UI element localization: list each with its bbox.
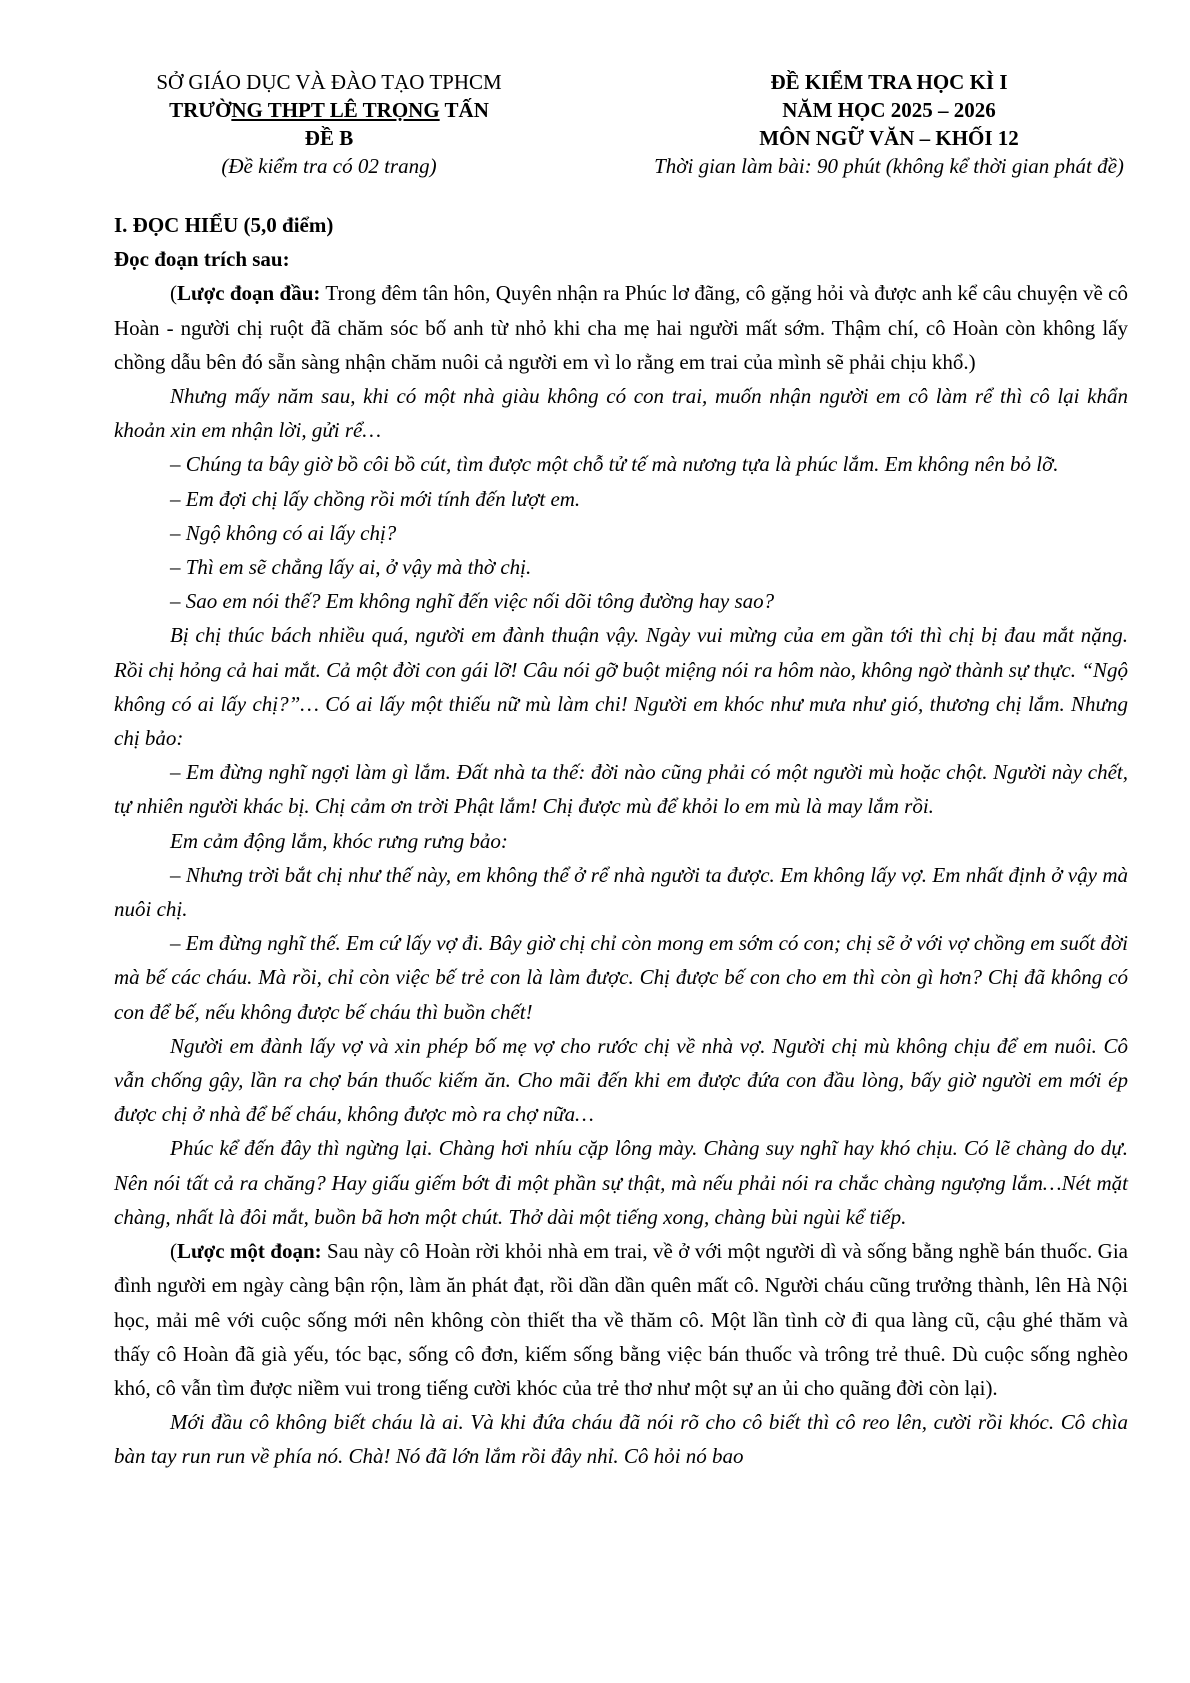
- passage-dialogue: – Em đợi chị lấy chồng rồi mới tính đến lượt em.: [170, 486, 581, 511]
- passage-paragraph: Người em đành lấy vợ và xin phép bố mẹ vợ cho rước chị về nhà vợ. Người chị mù không chịu để em nuôi. Cô vẫn chống gậy, lần ra chợ bán thuốc kiếm ăn. Cho mãi đến khi em được đứa con đầu lòng, bấy giờ người em mới ép được chị ở nhà để bế cháu, không được mò ra chợ nữa…: [114, 1033, 1128, 1127]
- passage-paragraph: Em cảm động lắm, khóc rưng rưng bảo:: [170, 828, 508, 853]
- passage-paragraph: Phúc kể đến đây thì ngừng lại. Chàng hơi nhíu cặp lông mày. Chàng suy nghĩ hay khó chịu. Có lẽ chàng do dự. Nên nói tất cả ra chăng? Hay giấu giếm bớt đi một phần sự thật, mà nếu phải nói ra chắc chàng ngượng lắm…Nét mặt chàng, nhất là đôi mắt, buồn bã hơn một chút. Thở dài một tiếng xong, chàng bùi ngùi kể tiếp.: [114, 1136, 1128, 1229]
- passage-dialogue: – Nhưng trời bắt chị như thế này, em không thể ở rể nhà người ta được. Em không lấy vợ. Em nhất định ở vậy mà nuôi chị.: [114, 862, 1128, 922]
- summary-label: Lược một đoạn:: [177, 1239, 322, 1264]
- passage-dialogue: – Thì em sẽ chẳng lấy ai, ở vậy mà thờ chị.: [170, 555, 532, 580]
- section-instruction: Đọc đoạn trích sau:: [114, 247, 290, 272]
- passage-dialogue: – Em đừng nghĩ ngợi làm gì lắm. Đất nhà ta thế: đời nào cũng phải có một người mù hoặc chột. Người này chết, tự nhiên người khác bị. Chị cảm ơn trời Phật lắm! Chị được mù để khỏi lo em mù là may lắm rồi.: [114, 760, 1128, 819]
- exam-code: ĐỀ B: [304, 126, 354, 150]
- section-title: I. ĐỌC HIỂU (5,0 điểm): [114, 213, 334, 237]
- passage-dialogue: – Ngộ không có ai lấy chị?: [170, 520, 397, 545]
- summary-label: Lược đoạn đầu:: [177, 281, 321, 306]
- time-limit-note: Thời gian làm bài: 90 phút (không kể thời gian phát đề): [654, 154, 1124, 178]
- exam-title: ĐỀ KIỂM TRA HỌC KÌ I: [770, 70, 1008, 94]
- passage-summary-opening: [114, 276, 1128, 379]
- page-count-note: (Đề kiểm tra có 02 trang): [221, 154, 437, 178]
- exam-body: [114, 208, 1128, 1474]
- paren-open: (: [170, 281, 177, 306]
- passage-summary-middle: [114, 1234, 1128, 1405]
- summary-text: Sau này cô Hoàn rời khỏi nhà em trai, về ở với một người dì và sống bằng nghề bán thuốc. Gia đình người em ngày càng bận rộn, làm ăn phát đạt, rồi dần dần quên mất cô. Người cháu cũng trưởng thành, lên Hà Nội học, mải mê với cuộc sống mới nên không còn thiết tha về thăm cô. Một lần tình cờ đi qua làng cũ, cậu ghé thăm và thấy cô Hoàn đã già yếu, tóc bạc, sống cô đơn, kiếm sống bằng việc bán thuốc và trông trẻ thuê. Dù cuộc sống nghèo khó, cô vẫn tìm được niềm vui trong tiếng cười khóc của trẻ thơ như một sự an ủi cho quãng đời còn lại).: [114, 1239, 1128, 1400]
- department-name: SỞ GIÁO DỤC VÀ ĐÀO TẠO TPHCM: [156, 70, 502, 94]
- header-left: [112, 68, 546, 180]
- passage-dialogue: – Em đừng nghĩ thế. Em cứ lấy vợ đi. Bây giờ chị chỉ còn mong em sớm có con; chị sẽ ở với vợ chồng em suốt đời mà bế các cháu. Mà rồi, chỉ còn việc bế trẻ con là làm được. Chị được bế con cho em thì còn gì hơn? Chị đã không có con để bế, nếu không được bế cháu thì buồn chết!: [114, 931, 1128, 1024]
- passage-paragraph: Nhưng mấy năm sau, khi có một nhà giàu không có con trai, muốn nhận người em cô làm rể thì cô lại khẩn khoản xin em nhận lời, gửi rể…: [114, 384, 1128, 443]
- school-name-end: TẤN: [439, 98, 489, 122]
- summary-text: Trong đêm tân hôn, Quyên nhận ra Phúc lơ đãng, cô gặng hỏi và được anh kể câu chuyện về cô Hoàn - người chị ruột đã chăm sóc bố anh từ nhỏ khi cha mẹ hai người mất sớm. Thậm chí, cô Hoàn còn không lấy chồng dẫu bên đó sẵn sàng nhận chăm nuôi cả người em vì lo rằng em trai của mình sẽ phải chịu khổ.): [114, 281, 1128, 374]
- passage-paragraph: Bị chị thúc bách nhiều quá, người em đành thuận vậy. Ngày vui mừng của em gần tới thì chị bị đau mắt nặng. Rồi chị hỏng cả hai mắt. Cả một đời con gái lỡ! Câu nói gỡ buột miệng nói ra hôm nào, không ngờ thành sự thực. “Ngộ không có ai lấy chị?”… Có ai lấy một thiếu nữ mù làm chi! Người em khóc như mưa như gió, thương chị lắm. Nhưng chị bảo:: [114, 623, 1128, 751]
- school-name: [112, 96, 546, 124]
- school-name-underlined: NG THPT LÊ TRỌNG: [231, 98, 440, 122]
- school-name-part: TRƯỜ: [169, 98, 232, 122]
- paren-open: (: [170, 1239, 177, 1264]
- passage-dialogue: – Sao em nói thế? Em không nghĩ đến việc nối dõi tông đường hay sao?: [170, 589, 775, 614]
- passage-paragraph: Mới đầu cô không biết cháu là ai. Và khi đứa cháu đã nói rõ cho cô biết thì cô reo lên, cười rồi khóc. Cô chìa bàn tay run run về phía nó. Chà! Nó đã lớn lắm rồi đây nhỉ. Cô hỏi nó bao: [114, 1410, 1128, 1469]
- passage-dialogue: – Chúng ta bây giờ bồ côi bồ cút, tìm được một chỗ tử tế mà nương tựa là phúc lắm. Em không nên bỏ lỡ.: [170, 452, 1059, 477]
- header-right: [642, 68, 1136, 180]
- subject-grade: MÔN NGỮ VĂN – KHỐI 12: [759, 126, 1019, 150]
- school-year: NĂM HỌC 2025 – 2026: [782, 98, 996, 122]
